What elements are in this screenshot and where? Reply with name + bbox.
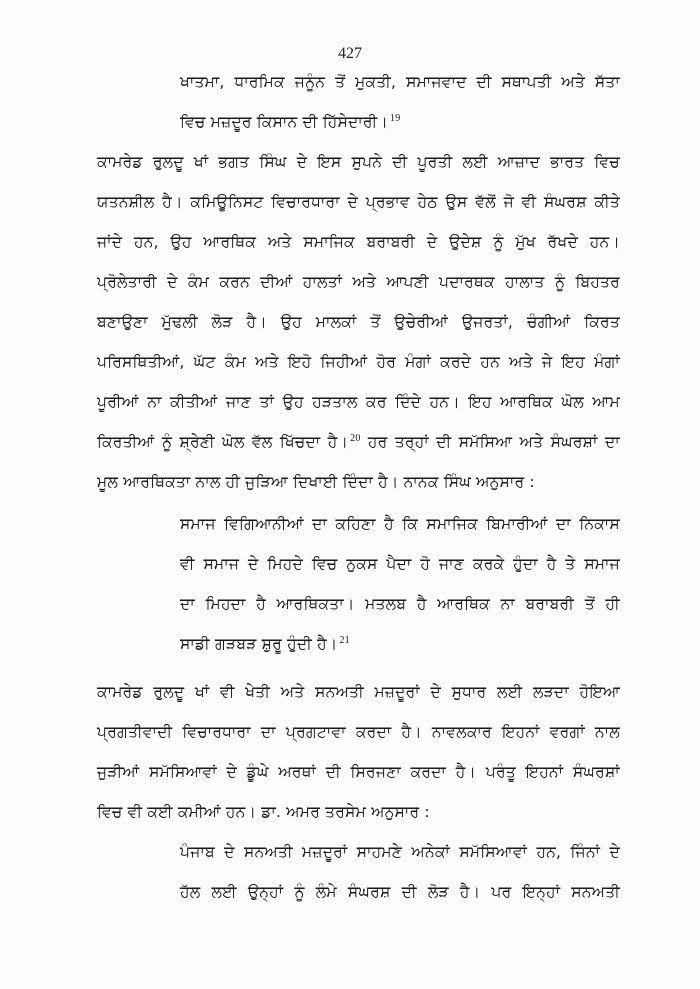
- paragraph-line: [97, 352, 620, 372]
- word: ਸਮੱਸਿਆ: [458, 433, 513, 451]
- word: ਬਰਾਬਰੀ: [525, 595, 575, 613]
- word: ਆਮ: [592, 393, 620, 411]
- word: ਅਤੇ: [509, 353, 533, 371]
- word: ਸੰਘਰਸ਼ਾਂ: [550, 433, 598, 451]
- word: ਮੁੱਢਲੀ: [161, 313, 198, 331]
- line-text: ਵਿਚ ਮਜ਼ਦੂਰ ਕਿਸਾਨ ਦੀ ਹਿੱਸੇਦਾਰੀ।: [180, 113, 389, 131]
- word: ਲੰਮੇ: [315, 883, 337, 901]
- quote-line: [180, 882, 620, 902]
- word: ਕਰ: [366, 393, 387, 411]
- word: ਸਮਾਜ: [203, 555, 240, 573]
- word: ਪ੍ਰੋਲੇਤਾਰੀ: [97, 273, 157, 291]
- word: ਕੀਤੇ: [594, 193, 620, 211]
- word: ਦੀ: [325, 763, 341, 781]
- word: ਡੂੰਘੇ: [246, 763, 269, 781]
- word: ਹੈ: [416, 595, 427, 613]
- word: ਜੁੜੀਆਂ: [97, 763, 140, 781]
- word: ਪ੍ਰਗਟਾਵਾ: [285, 723, 346, 741]
- word: ਲਈ: [462, 153, 488, 171]
- word: ਤਾਂ: [259, 393, 275, 411]
- word: ਖਾਂ: [193, 153, 209, 171]
- word: ਉਹ: [170, 233, 192, 251]
- paragraph-line: [97, 192, 620, 212]
- word: ਅਤੇ: [267, 233, 292, 251]
- word: ਦੀ: [436, 433, 452, 451]
- word: ਮੁੱਖ: [515, 233, 536, 251]
- word: ਕੰਮ: [224, 353, 246, 371]
- line-text: ਮੂਲ ਆਰਥਿਕਤਾ ਨਾਲ ਹੀ ਜੁੜਿਆ ਦਿਖਾਈ ਦਿੰਦਾ ਹੈ। ਨਾਨਕ ਸਿੰਘ ਅਨੁਸਾਰ :: [97, 473, 535, 491]
- word: ਹੈ।: [246, 313, 267, 331]
- word: ਦੇ: [296, 153, 308, 171]
- word: ਹਨ,: [536, 843, 562, 861]
- word: ਅਤੇ: [561, 73, 585, 91]
- word: ਯਤਨਸ਼ੀਲ: [97, 193, 155, 211]
- word: ਪੈਦਾ: [386, 555, 412, 573]
- word: ਸੰਘਰਸ਼ਾਂ: [572, 763, 620, 781]
- word: ਸਮਾਜ: [584, 555, 620, 573]
- word: ਹਰ: [367, 433, 388, 451]
- word: ਰੱਖਦੇ: [547, 233, 578, 251]
- word: ਬਿਹਤਰ: [575, 273, 620, 291]
- word: ਪਰ: [491, 883, 512, 901]
- word: ਨਿਕਾਸ: [579, 515, 620, 533]
- word: ਮਾਲਕਾਂ: [315, 313, 357, 331]
- line-text: ਸਾਡੀ ਗੜਬੜ ਸ਼ੁਰੂ ਹੁੰਦੀ ਹੈ।: [180, 635, 338, 653]
- word: ਦਾ: [312, 515, 328, 533]
- word: ਹੱਲ: [180, 883, 201, 901]
- word: ਪੂਰੀਆਂ: [97, 393, 139, 411]
- word: ਕਿਰਤੀਆਂ: [97, 433, 155, 451]
- word: ਨੁਕਸ: [346, 555, 378, 573]
- word: ਆਰਥਿਕ: [500, 393, 553, 411]
- word: ਦੇ: [167, 273, 178, 291]
- word: ਪਰੰਤੂ: [485, 763, 516, 781]
- word: ਨਾ: [500, 595, 515, 613]
- paragraph-line: [97, 392, 620, 412]
- word: ਉਚੇਰੀਆਂ: [394, 313, 448, 331]
- word: ਸੰਘਰਸ਼: [544, 193, 587, 211]
- word: ਲਈ: [211, 883, 237, 901]
- word: ਹੜਤਾਲ: [312, 393, 358, 411]
- word: ਸੱਤਾ: [594, 73, 620, 91]
- word: ਹੈ। $^{20}$: [327, 432, 361, 451]
- footnote-ref[interactable]: 19: [390, 112, 401, 124]
- word: ਸਮਾਜ: [180, 515, 216, 533]
- paragraph-line: [97, 272, 620, 292]
- word: ਹਨ।: [429, 393, 460, 411]
- word: ਖਾਂ: [194, 683, 210, 701]
- word: ਅਤੇ: [280, 683, 305, 701]
- word: ਚੰਗੀਆਂ: [526, 313, 571, 331]
- word: ਜਾਣ: [438, 555, 465, 573]
- word: ਵਰਗਾਂ: [549, 723, 585, 741]
- paragraph-line: [97, 312, 620, 332]
- word: ਹਨ,: [133, 233, 159, 251]
- word: ਜਾਣ: [226, 393, 252, 411]
- word: ਕੰਮ: [187, 273, 210, 291]
- word: ਦਾ: [604, 433, 620, 451]
- word: ਹਨ: [480, 353, 500, 371]
- word: ਦੇ: [226, 763, 237, 781]
- word: ਉਸ: [445, 193, 468, 211]
- word: ਘੋਲ: [561, 393, 584, 411]
- word: ਧਾਰਮਿਕ: [234, 73, 285, 91]
- word: ਹੇਠ: [417, 193, 438, 211]
- quote-line: [180, 842, 620, 862]
- word: ਹੀ: [605, 595, 620, 613]
- word: ਲੋੜ: [427, 883, 449, 901]
- word: ਨੂੰ: [493, 233, 504, 251]
- paragraph-line: [97, 152, 620, 172]
- word: ਇਹਨਾਂ: [501, 723, 540, 741]
- quote-line: [180, 514, 620, 534]
- word: ਦੇ: [224, 843, 235, 861]
- word: ਅਰਥਾਂ: [278, 763, 317, 781]
- word: ਵਿਚ: [594, 153, 620, 171]
- word: ਤੋਂ: [335, 73, 346, 91]
- word: ਦੇ: [609, 843, 620, 861]
- word: ਇਹ: [561, 353, 585, 371]
- word: ਤੋਂ: [584, 595, 595, 613]
- paragraph-line: [97, 802, 620, 822]
- word: ਪਦਾਰਥਕ: [439, 273, 495, 291]
- word: ਪਰਿਸਥਿਤੀਆਂ,: [97, 353, 185, 371]
- paragraph-line: [97, 232, 620, 252]
- quote-line: [180, 594, 620, 614]
- word: ਦੀ: [392, 153, 408, 171]
- word: ਵਿਗਿਆਨੀਆਂ: [224, 515, 304, 533]
- word: ਮੰਗਾਂ: [405, 353, 431, 371]
- word: ਦੀ: [401, 883, 417, 901]
- word: ਸਮੱਸਿਆਵਾਂ: [459, 843, 528, 861]
- footnote-ref[interactable]: 21: [339, 634, 350, 646]
- word: ਨਾਲ: [594, 723, 620, 741]
- word: ਸਿੰਘ: [259, 153, 287, 171]
- word: ਦਿੰਦੇ: [395, 393, 422, 411]
- word: ਇਹਨਾਂ: [525, 763, 564, 781]
- word: ਹੈ।: [455, 763, 477, 781]
- word: ਜਨੂੰਨ: [294, 73, 326, 91]
- word: ਉਹ: [280, 313, 302, 331]
- word: ਕਰਦਾ: [410, 763, 447, 781]
- word: ਦੇ: [347, 193, 358, 211]
- page-number: 427: [338, 45, 362, 62]
- word: ਹੋਰ: [376, 353, 397, 371]
- word: ਵੀ: [220, 683, 235, 701]
- word: ਉਜਰਤਾਂ,: [461, 313, 514, 331]
- word: ਹਨ।: [589, 233, 620, 251]
- word: ਘੱਟ: [193, 353, 216, 371]
- word: ਉਦੇਸ਼: [449, 233, 482, 251]
- word: ਵਿਚਾਰਧਾਰਾ: [271, 193, 340, 211]
- word: ਆਰਥਿਕ: [437, 595, 490, 613]
- word: ਖੇਤੀ: [245, 683, 271, 701]
- word: ਅਤੇ: [352, 273, 377, 291]
- word: ਹਾਲਤਾਂ: [302, 273, 343, 291]
- word: ਅਤੇ: [519, 433, 544, 451]
- word: ਹੈ।: [459, 883, 481, 901]
- word: ਵਿਚਾਰਧਾਰਾ: [182, 723, 251, 741]
- word: ਪ੍ਰਗਤੀਵਾਦੀ: [97, 723, 173, 741]
- word: ਜੇ: [542, 353, 553, 371]
- word: ਮਜ਼ਦੂਰਾਂ: [302, 843, 348, 861]
- word: ਵਿਚ: [311, 555, 338, 573]
- word: ਆਜ਼ਾਦ: [497, 153, 541, 171]
- word: ਦੇ: [426, 233, 438, 251]
- word: ਭਾਰਤ: [550, 153, 585, 171]
- word: ਸਾਹਮਣੇ: [356, 843, 403, 861]
- word: ਨਾਵਲਕਾਰ: [431, 723, 492, 741]
- word: ਸ਼੍ਰੇਣੀ: [179, 433, 215, 451]
- word: ਹੈ।: [401, 723, 422, 741]
- word: ਬਰਾਬਰੀ: [366, 233, 416, 251]
- word: ਪ੍ਰਭਾਵ: [365, 193, 410, 211]
- word: ਨੂੰ: [294, 883, 305, 901]
- word: ਹੈ: [384, 515, 394, 533]
- word: ਕਾਮਰੇਡ: [97, 153, 143, 171]
- paragraph-line: [97, 432, 620, 452]
- word: ਮਿਹਦਾ: [205, 595, 246, 613]
- word: ਖਾਤਮਾ,: [180, 73, 225, 91]
- word: ਸਥਾਪਤੀ: [501, 73, 552, 91]
- word: ਉਹ: [282, 393, 304, 411]
- quote-line: [180, 554, 620, 574]
- word: ਦੀਆਂ: [260, 273, 293, 291]
- word: ਨੂੰ: [161, 433, 173, 451]
- word: ਵੱਲ: [251, 433, 273, 451]
- word: ਲਈ: [497, 683, 523, 701]
- word: ਅਨੇਕਾਂ: [411, 843, 450, 861]
- word: ਲੋੜ: [211, 313, 233, 331]
- word: ਕਿ: [402, 515, 418, 533]
- word: ਕਾਮਰੇਡ: [97, 683, 143, 701]
- word: ਮਜ਼ਦੂਰਾਂ: [374, 683, 420, 701]
- word: ਸੁਪਨੇ: [351, 153, 383, 171]
- word: ਬਣਾਉਣਾ: [97, 313, 148, 331]
- word: ਜੋ: [503, 193, 514, 211]
- word: ਮੁਕਤੀ,: [355, 73, 397, 91]
- word: ਕਰਕੇ: [472, 555, 505, 573]
- quote-line: [180, 72, 620, 92]
- word: ਦੀ: [476, 73, 492, 91]
- word: ਤਰ੍ਹਾਂ: [394, 433, 429, 451]
- word: ਅਤੇ: [255, 353, 279, 371]
- word: ਦੇ: [430, 683, 441, 701]
- word: ਹੈ: [546, 555, 557, 573]
- word: ਮਿਹਦੇ: [267, 555, 303, 573]
- word: ਸੁਧਾਰ: [451, 683, 487, 701]
- word: ਜਿੰਨਾਂ: [570, 843, 601, 861]
- line-text: ਵਿਚ ਵੀ ਕਈ ਕਮੀਆਂ ਹਨ। ਡਾ. ਅਮਰ ਤਰਸੇਮ ਅਨੁਸਾਰ :: [97, 803, 430, 821]
- word: ਇਸ: [317, 153, 342, 171]
- word: ਹੋ: [420, 555, 431, 573]
- word: ਕਰਨ: [219, 273, 250, 291]
- word: ਖਿੱਚਦਾ: [279, 433, 321, 451]
- word: ਕੀਤੀਆਂ: [170, 393, 218, 411]
- word: ਪੂਰਤੀ: [417, 153, 453, 171]
- word: ਤੋਂ: [370, 313, 381, 331]
- word: ਕਰਦੇ: [440, 353, 472, 371]
- word: ਇਹੋ: [287, 353, 312, 371]
- word: ਆਰਥਿਕਤਾ।: [276, 595, 355, 613]
- word: ਇਹ: [468, 393, 492, 411]
- word: ਸੰਘਰਸ਼: [347, 883, 391, 901]
- word: ਹੈ।: [162, 193, 183, 211]
- paragraph-line: [97, 682, 620, 702]
- word: ਹੁੰਦਾ: [513, 555, 538, 573]
- quote-line: [180, 634, 620, 654]
- quote-line: [180, 112, 620, 132]
- word: ਆਪਣੀ: [386, 273, 429, 291]
- word: ਉਨ੍ਹਾਂ: [247, 883, 284, 901]
- word: ਸਨਅਤੀ: [315, 683, 364, 701]
- word: ਸਮੱਸਿਆਵਾਂ: [149, 763, 217, 781]
- word: ਕਹਿਣਾ: [335, 515, 376, 533]
- word: ਮੰਗਾਂ: [594, 353, 620, 371]
- paragraph-line: [97, 762, 620, 782]
- word: ਸਨਅਤੀ: [571, 883, 620, 901]
- word: ਦਾ: [180, 595, 195, 613]
- word: ਇਨ੍ਹਾਂ: [522, 883, 561, 901]
- word: ਲੜਦਾ: [532, 683, 569, 701]
- word: ਕਮਿਊਨਿਸਟ: [190, 193, 264, 211]
- word: ਤੇ: [565, 555, 576, 573]
- word: ਦਾ: [556, 515, 571, 533]
- word: ਹਾਲਾਤ: [505, 273, 545, 291]
- word: ਜਾਂਦੇ: [97, 233, 123, 251]
- word: ਰੁਲਦੂ: [153, 683, 185, 701]
- word: ਦਾ: [260, 723, 276, 741]
- word: ਸਨਅਤੀ: [243, 843, 293, 861]
- paragraph-line: [97, 722, 620, 742]
- word: ਨਾ: [147, 393, 162, 411]
- footnote-ref[interactable]: 20: [350, 432, 361, 444]
- word: ਸਮਾਜਵਾਦ: [406, 73, 467, 91]
- word: ਵੱਲੋਂ: [475, 193, 496, 211]
- word: ਭਗਤ: [218, 153, 250, 171]
- word: ਸਿਰਜਣਾ: [350, 763, 401, 781]
- word: ਘੋਲ: [222, 433, 245, 451]
- word: ਹੋਇਆ: [579, 683, 620, 701]
- word: ਵੀ: [521, 193, 537, 211]
- word: ਮਤਲਬ: [365, 595, 407, 613]
- word: ਰੁਲਦੂ: [152, 153, 184, 171]
- word: ਆਰਥਿਕ: [203, 233, 257, 251]
- word: ਪੰਜਾਬ: [180, 843, 215, 861]
- word: ਬਿਮਾਰੀਆਂ: [486, 515, 548, 533]
- word: ਕਿਰਤ: [584, 313, 620, 331]
- word: ਹੈ: [256, 595, 266, 613]
- word: ਸਮਾਜਿਕ: [303, 233, 355, 251]
- word: ਨੂੰ: [554, 273, 566, 291]
- word: ਕਰਦਾ: [355, 723, 392, 741]
- paragraph-line: [97, 472, 620, 492]
- word: ਸਮਾਜਿਕ: [426, 515, 478, 533]
- word: ਦੇ: [248, 555, 259, 573]
- word: ਜਿਹੀਆਂ: [320, 353, 368, 371]
- word: ਵੀ: [180, 555, 195, 573]
